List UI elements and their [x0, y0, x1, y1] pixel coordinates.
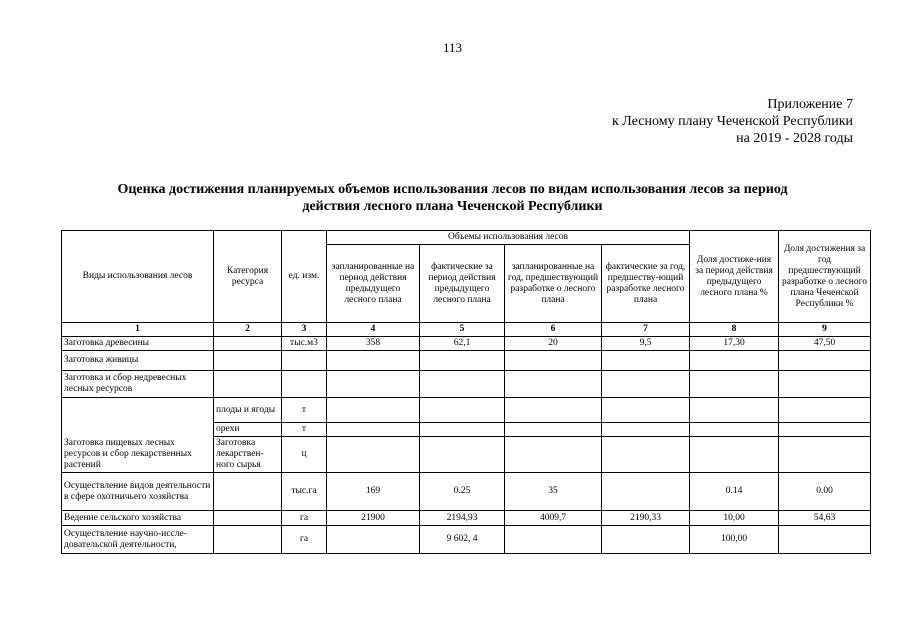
cell-actual-year [602, 437, 690, 473]
cell-planned-prev [327, 437, 420, 473]
cell-planned-year [505, 351, 602, 371]
table-row-research [62, 526, 871, 554]
title-line-1: Оценка достижения планируемых объемов использования лесов по видам использования лесов за период [117, 182, 788, 197]
cell-share-prev [690, 371, 779, 398]
cell-actual-prev [420, 437, 505, 473]
table-row-timber [62, 337, 871, 351]
cell-actual-year [602, 423, 690, 437]
cell-unit: га [282, 511, 327, 526]
cell-actual-year [602, 473, 690, 511]
cell-actual-prev: 0.25 [420, 473, 505, 511]
cell-planned-prev [327, 423, 420, 437]
cell-category [214, 337, 282, 351]
cell-actual-year: 2190,33 [602, 511, 690, 526]
cell-share-prev [690, 423, 779, 437]
appendix-line-3: на 2019 - 2028 годы [736, 131, 853, 146]
document-title [60, 181, 845, 215]
cell-planned-year: 35 [505, 473, 602, 511]
cell-category [214, 371, 282, 398]
cell-kind: Осуществление научно-иссле-довательской деятельности, [62, 526, 214, 554]
col-number: 4 [327, 323, 420, 337]
cell-actual-prev: 2194,93 [420, 511, 505, 526]
cell-actual-prev [420, 423, 505, 437]
cell-share-prev [690, 437, 779, 473]
cell-category [214, 351, 282, 371]
header-row-1 [62, 231, 871, 245]
cell-category: Заготовка лекарствен-ного сырья [214, 437, 282, 473]
cell-planned-year [505, 398, 602, 423]
cell-planned-prev: 358 [327, 337, 420, 351]
col-number: 9 [779, 323, 871, 337]
col-number: 6 [505, 323, 602, 337]
cell-actual-prev: 62,1 [420, 337, 505, 351]
header-kind: Виды использования лесов [62, 231, 214, 323]
cell-unit: тыс.м3 [282, 337, 327, 351]
cell-share-year [779, 371, 871, 398]
cell-actual-year: 9,5 [602, 337, 690, 351]
col-number: 2 [214, 323, 282, 337]
cell-category: плоды и ягоды [214, 398, 282, 423]
header-actual-prev: фактические за период действия предыдущего лесного плана [420, 245, 505, 323]
title-line-2: действия лесного плана Чеченской Республики [302, 199, 603, 214]
cell-actual-year [602, 371, 690, 398]
cell-kind: Заготовка живицы [62, 351, 214, 371]
cell-unit: т [282, 423, 327, 437]
header-planned-prev: запланированные на период действия предыдущего лесного плана [327, 245, 420, 323]
cell-kind: Заготовка древесины [62, 337, 214, 351]
cell-unit: ц [282, 437, 327, 473]
cell-share-prev: 17,30 [690, 337, 779, 351]
appendix-line-1: Приложение 7 [767, 97, 853, 112]
cell-planned-prev: 169 [327, 473, 420, 511]
col-number: 1 [62, 323, 214, 337]
cell-share-year: 54,63 [779, 511, 871, 526]
cell-kind: Осуществление видов деятельности в сфере охотничьего хозяйства [62, 473, 214, 511]
cell-kind: Заготовка пищевых лесных ресурсов и сбор лекарственных растений [62, 398, 214, 473]
cell-share-prev [690, 398, 779, 423]
cell-planned-prev: 21900 [327, 511, 420, 526]
table-row-hunting [62, 473, 871, 511]
cell-planned-prev [327, 526, 420, 554]
cell-share-year [779, 526, 871, 554]
page-number: 113 [442, 40, 463, 55]
appendix-line-2: к Лесному плану Чеченской Республики [612, 114, 853, 129]
cell-share-year: 47,50 [779, 337, 871, 351]
cell-planned-prev [327, 351, 420, 371]
cell-actual-year [602, 398, 690, 423]
cell-actual-prev [420, 351, 505, 371]
cell-planned-prev [327, 371, 420, 398]
cell-unit [282, 371, 327, 398]
col-number: 5 [420, 323, 505, 337]
cell-unit: га [282, 526, 327, 554]
cell-share-year [779, 437, 871, 473]
column-number-row [62, 323, 871, 337]
cell-category [214, 511, 282, 526]
cell-kind: Ведение сельского хозяйства [62, 511, 214, 526]
cell-category [214, 473, 282, 511]
header-share-prev: Доля достиже-ния за период действия предыдущего лесного плана % [690, 231, 779, 323]
cell-share-year [779, 423, 871, 437]
col-number: 8 [690, 323, 779, 337]
header-unit: ед. изм. [282, 231, 327, 323]
cell-category [214, 526, 282, 554]
cell-planned-year: 20 [505, 337, 602, 351]
cell-category: орехи [214, 423, 282, 437]
col-number: 7 [602, 323, 690, 337]
header-share-year: Доля достижения за год предшествующий разработке о лесного плана Чеченской Республики % [779, 231, 871, 323]
cell-share-year: 0.00 [779, 473, 871, 511]
forest-usage-table [61, 230, 871, 554]
table-row-food-fruits [62, 398, 871, 423]
cell-planned-year [505, 423, 602, 437]
cell-kind: Заготовка и сбор недревесных лесных ресурсов [62, 371, 214, 398]
header-planned-year: запланированные на год, предшествующий разработке о лесного плана [505, 245, 602, 323]
cell-unit: т [282, 398, 327, 423]
table-row-agriculture [62, 511, 871, 526]
header-category: Категория ресурса [214, 231, 282, 323]
cell-share-year [779, 351, 871, 371]
cell-actual-prev [420, 371, 505, 398]
cell-share-prev: 100,00 [690, 526, 779, 554]
cell-planned-year [505, 526, 602, 554]
cell-actual-prev [420, 398, 505, 423]
cell-share-prev: 10,00 [690, 511, 779, 526]
header-actual-year: фактические за год, предшеству-ющий разработке лесного плана [602, 245, 690, 323]
cell-unit: тыс.га [282, 473, 327, 511]
cell-unit [282, 351, 327, 371]
cell-planned-year [505, 437, 602, 473]
cell-planned-prev [327, 398, 420, 423]
cell-share-prev: 0.14 [690, 473, 779, 511]
header-volumes-group: Объемы использования лесов [327, 231, 690, 245]
cell-actual-year [602, 351, 690, 371]
table-row-nonwood [62, 371, 871, 398]
appendix-note [612, 96, 853, 147]
cell-planned-year: 4009,7 [505, 511, 602, 526]
cell-share-prev [690, 351, 779, 371]
cell-actual-year [602, 526, 690, 554]
cell-share-year [779, 398, 871, 423]
col-number: 3 [282, 323, 327, 337]
cell-actual-prev: 9 602, 4 [420, 526, 505, 554]
table-row-resin [62, 351, 871, 371]
cell-planned-year [505, 371, 602, 398]
